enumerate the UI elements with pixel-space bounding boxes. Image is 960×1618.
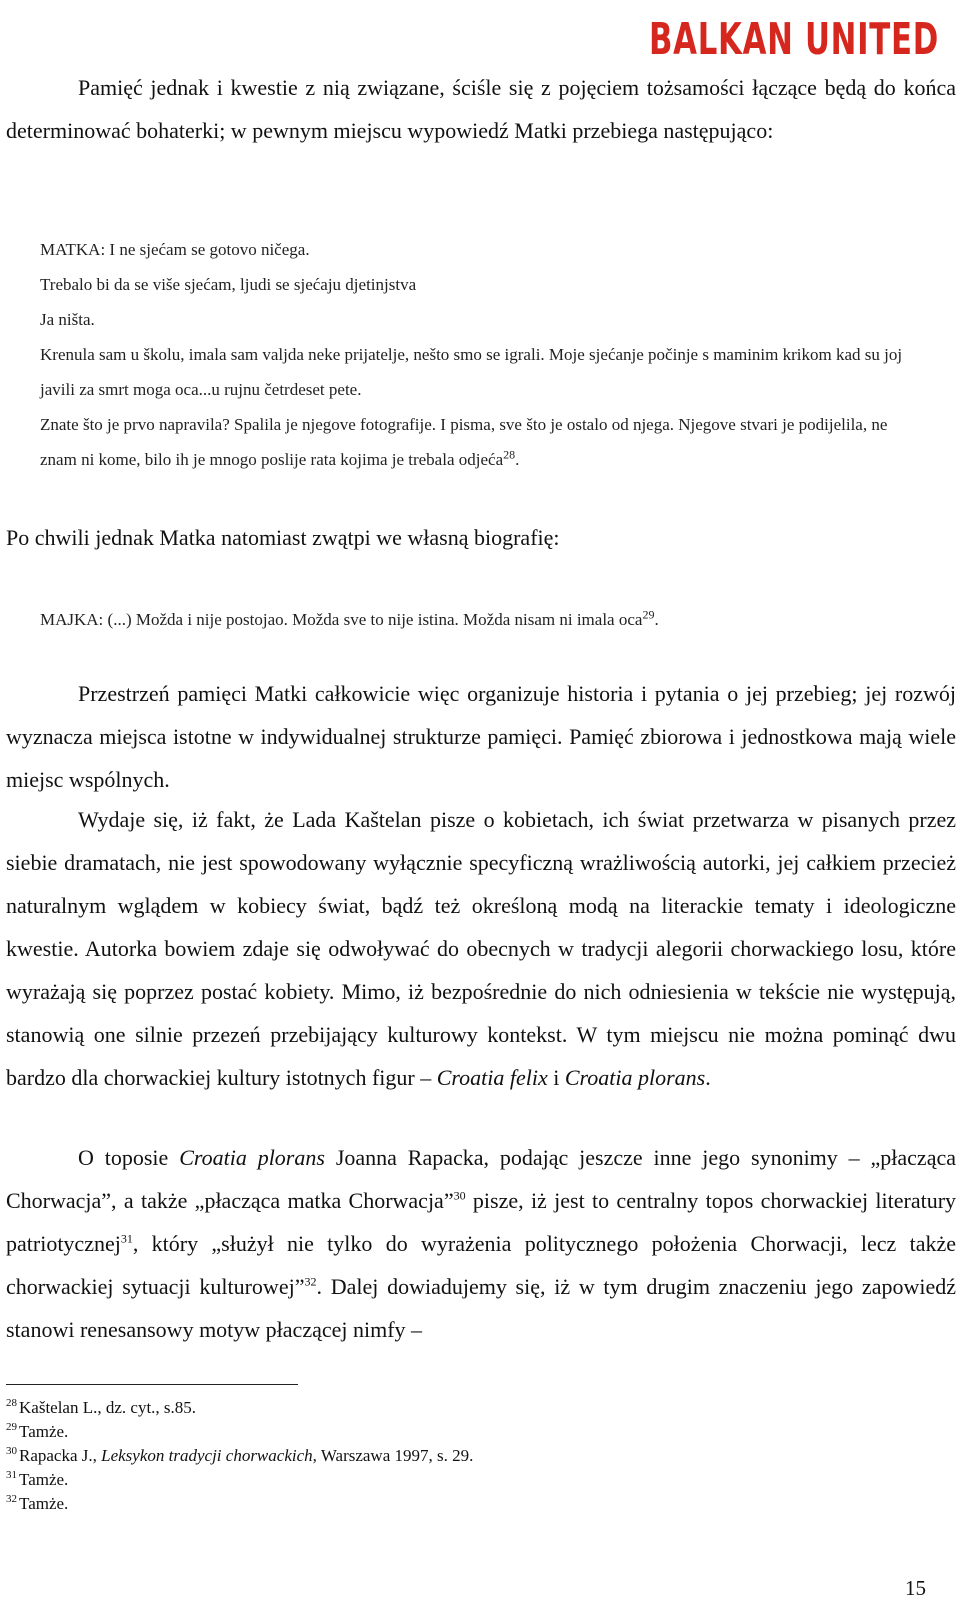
term-croatia-plorans: Croatia plorans — [564, 1065, 706, 1090]
footnote-book-title: Leksykon tradycji chorwackich — [101, 1446, 313, 1465]
period: . — [705, 1065, 711, 1090]
footnote-details: , Warszawa 1997, s. 29. — [312, 1446, 474, 1465]
quote-line: Krenula sam u školu, imala sam valjda neke prijatelje, nešto smo se igrali. Moje sjećanje počinje s maminim krikom kad su joj javili za smrt moga oca...u rujnu četrdeset pete. — [40, 345, 903, 399]
paragraph-5-d: , który „służył nie tylko do wyrażenia politycznego położenia Chorwacji, lecz także chorwackiej sytuacji kulturowej” — [6, 1231, 956, 1299]
quote-end: . — [654, 610, 659, 629]
paragraph-5-b: Joanna Rapacka, podając jeszcze inne jego synonimy – „płacząca Chorwacja”, a także „płacząca matka Chorwacja” — [6, 1145, 956, 1213]
paragraph-5 — [6, 1136, 956, 1351]
drama-quote-2 — [40, 602, 920, 637]
footnote-number: 29 — [6, 1421, 17, 1434]
logo-graphic — [644, 6, 944, 68]
footnote-ref-30[interactable]: 30 — [453, 1188, 466, 1203]
quote-end: . — [515, 450, 520, 469]
footnote-number: 30 — [6, 1445, 17, 1458]
balkan-united-logo — [644, 6, 944, 68]
term-croatia-plorans: Croatia plorans — [179, 1145, 325, 1170]
footnote-28 — [6, 1396, 906, 1420]
logo-wordmark: BALKAN UNITED — [649, 14, 939, 65]
footnote-separator — [6, 1384, 298, 1385]
quote-line: Ja ništa. — [40, 310, 95, 329]
footnote-text: Kaštelan L., dz. cyt., s.85. — [19, 1398, 197, 1417]
footnote-29 — [6, 1420, 906, 1444]
footnote-ref-31[interactable]: 31 — [120, 1231, 133, 1246]
quote-line: Trebalo bi da se više sjećam, ljudi se sjećaju djetinjstva — [40, 275, 417, 294]
footnotes — [6, 1396, 906, 1516]
conjunction: i — [553, 1065, 560, 1090]
footnote-text: Tamże. — [19, 1470, 69, 1489]
quote-line: MATKA: I ne sjećam se gotovo ničega. — [40, 240, 310, 259]
quote-line — [40, 602, 920, 637]
footnote-number: 28 — [6, 1397, 17, 1410]
quote-line — [40, 407, 920, 477]
paragraph-2: Po chwili jednak Matka natomiast zwątpi we własną biografię: — [6, 525, 560, 550]
paragraph-5-c: pisze, iż jest to centralny topos chorwackiej literatury patriotycznej — [6, 1188, 957, 1256]
page-number: 15 — [905, 1576, 926, 1600]
footnote-number: 32 — [6, 1493, 17, 1506]
paragraph-4-text: Wydaje się, iż fakt, że Lada Kaštelan pisze o kobietach, ich świat przetwarza w pisanych przez siebie dramatach, nie jest spowodowany wyłącznie specyficzną wrażliwością autorki, jej całkiem przecież naturalnym wglądem w kobiecy świat, bądź też określoną modą na literackie tematy i ideologiczne kwestie. Autorka bowiem zdaje się odwoływać do obecnych w tradycji alegorii chorwackiego losu, które wyrażają się poprzez postać kobiety. Mimo, iż bezpośrednie do nich odniesienia w tekście nie występują, stanowią one silnie przezeń przebijający kulturowy kontekst. W tym miejscu nie można pominąć dwu bardzo dla chorwackiej kultury istotnych figur – — [6, 807, 956, 1090]
footnote-ref-32[interactable]: 32 — [304, 1274, 317, 1289]
paragraph-5-e: . Dalej dowiadujemy się, iż w tym drugim znaczeniu jego zapowiedź stanowi renesansowy motyw płaczącej nimfy – — [6, 1274, 956, 1342]
paragraph-1: Pamięć jednak i kwestie z nią związane, ściśle się z pojęciem tożsamości łączące będą do końca determinować bohaterki; w pewnym miejscu wypowiedź Matki przebiega następująco: — [6, 75, 956, 143]
footnote-ref-28[interactable]: 28 — [503, 447, 516, 462]
footnote-30 — [6, 1444, 906, 1468]
footnote-31 — [6, 1468, 906, 1492]
footnote-number: 31 — [6, 1469, 17, 1482]
footnote-ref-29[interactable]: 29 — [642, 607, 655, 622]
footnote-text: Tamże. — [19, 1422, 69, 1441]
paragraph-3: Przestrzeń pamięci Matki całkowicie więc organizuje historia i pytania o jej przebieg; jej rozwój wyznacza miejsca istotne w indywidualnej strukturze pamięci. Pamięć zbiorowa i jednostkowa mają wiele miejsc wspólnych. — [6, 681, 956, 792]
quote-text: Znate što je prvo napravila? Spalila je njegove fotografije. I pisma, sve što je ostalo od njega. Njegove stvari je podijelila, ne znam ni kome, bilo ih je mnogo poslije rata kojima je trebala odjeća — [40, 415, 888, 469]
footnote-text: Tamże. — [19, 1494, 69, 1513]
footnote-32 — [6, 1492, 906, 1516]
footnote-author: Rapacka J., — [19, 1446, 97, 1465]
quote-text: MAJKA: (...) Možda i nije postojao. Možda sve to nije istina. Možda nisam ni imala oca — [40, 610, 643, 629]
paragraph-4 — [6, 798, 956, 1099]
term-croatia-felix: Croatia felix — [436, 1065, 548, 1090]
paragraph-5-a: O toposie — [78, 1145, 169, 1170]
drama-quote-1 — [40, 232, 920, 477]
